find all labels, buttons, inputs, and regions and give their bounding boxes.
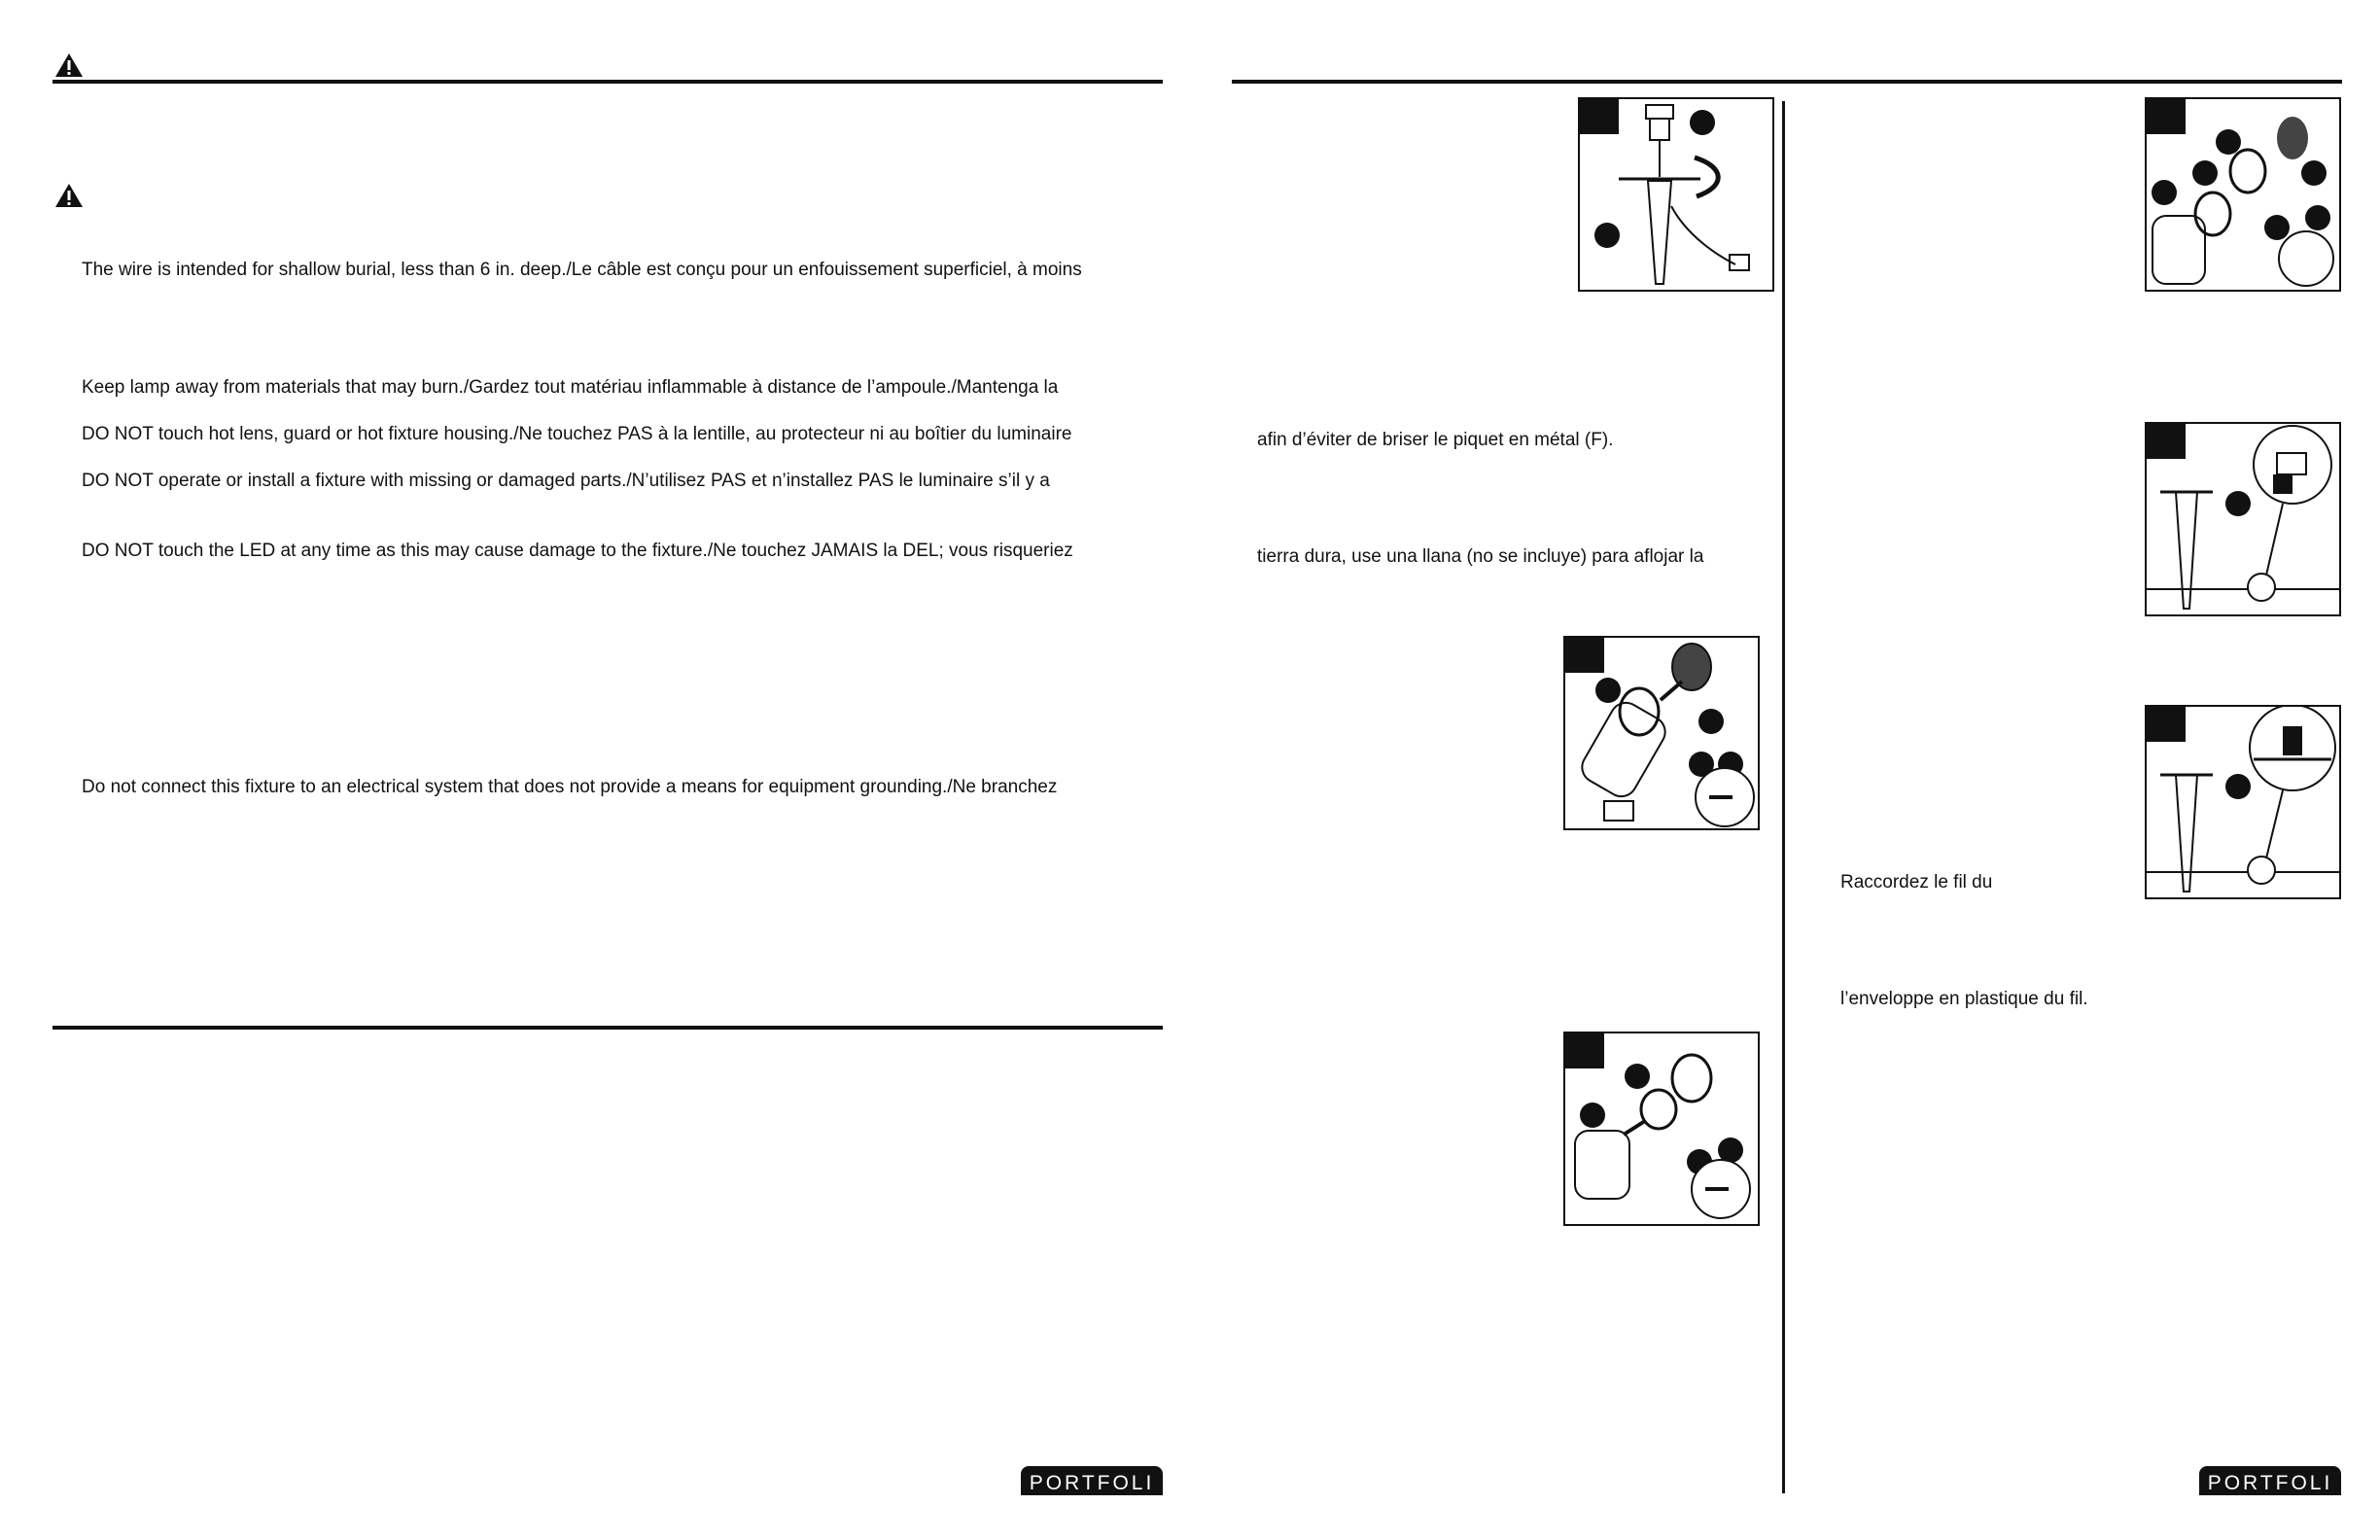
figure-lens-install — [1563, 636, 1760, 830]
column-divider — [1782, 101, 1785, 1493]
warning-text-3: DO NOT touch hot lens, guard or hot fixture housing./Ne touchez PAS à la lentille, au protecteur ni au boîtier du luminaire — [82, 424, 1072, 444]
figure-connector — [2145, 422, 2341, 616]
portfolio-logo: PORTFOLI — [2199, 1466, 2341, 1495]
figure-stake-assembly — [1578, 97, 1774, 292]
portfolio-logo: PORTFOLI — [1021, 1466, 1163, 1495]
figure-lens-remove — [2145, 97, 2341, 292]
warning-text-1: The wire is intended for shallow burial, less than 6 in. deep./Le câble est conçu pour un enfouissement superficiel, à moins — [82, 260, 1082, 280]
warning-text-2: Keep lamp away from materials that may burn./Gardez tout matériau inflammable à distance de l’ampoule./Mantenga la — [82, 377, 1059, 398]
header-rule-right — [1232, 80, 2342, 84]
warning-triangle-icon — [54, 52, 84, 78]
warning-text-6: Do not connect this fixture to an electrical system that does not provide a means for equipment grounding./Ne branchez — [82, 777, 1058, 797]
warning-text-5: DO NOT touch the LED at any time as this may cause damage to the fixture./Ne touchez JAMAIS la DEL; vous risqueriez — [82, 541, 1073, 561]
section-rule-left — [52, 1026, 1163, 1030]
header-rule-left — [52, 80, 1163, 84]
step-text-middle-2: tierra dura, use una llana (no se incluye) para aflojar la — [1257, 546, 1704, 567]
figure-connector-clamp — [2145, 705, 2341, 899]
warning-triangle-icon — [54, 183, 84, 208]
step-text-right-1: Raccordez le fil du — [1840, 872, 1993, 892]
step-text-middle-1: afin d’éviter de briser le piquet en métal (F). — [1257, 430, 1614, 450]
warning-text-4: DO NOT operate or install a fixture with missing or damaged parts./N’utilisez PAS et n’installez PAS le luminaire s’il y a — [82, 471, 1050, 491]
step-text-right-2: l’enveloppe en plastique du fil. — [1840, 989, 2088, 1009]
figure-glare-guard — [1563, 1032, 1760, 1226]
